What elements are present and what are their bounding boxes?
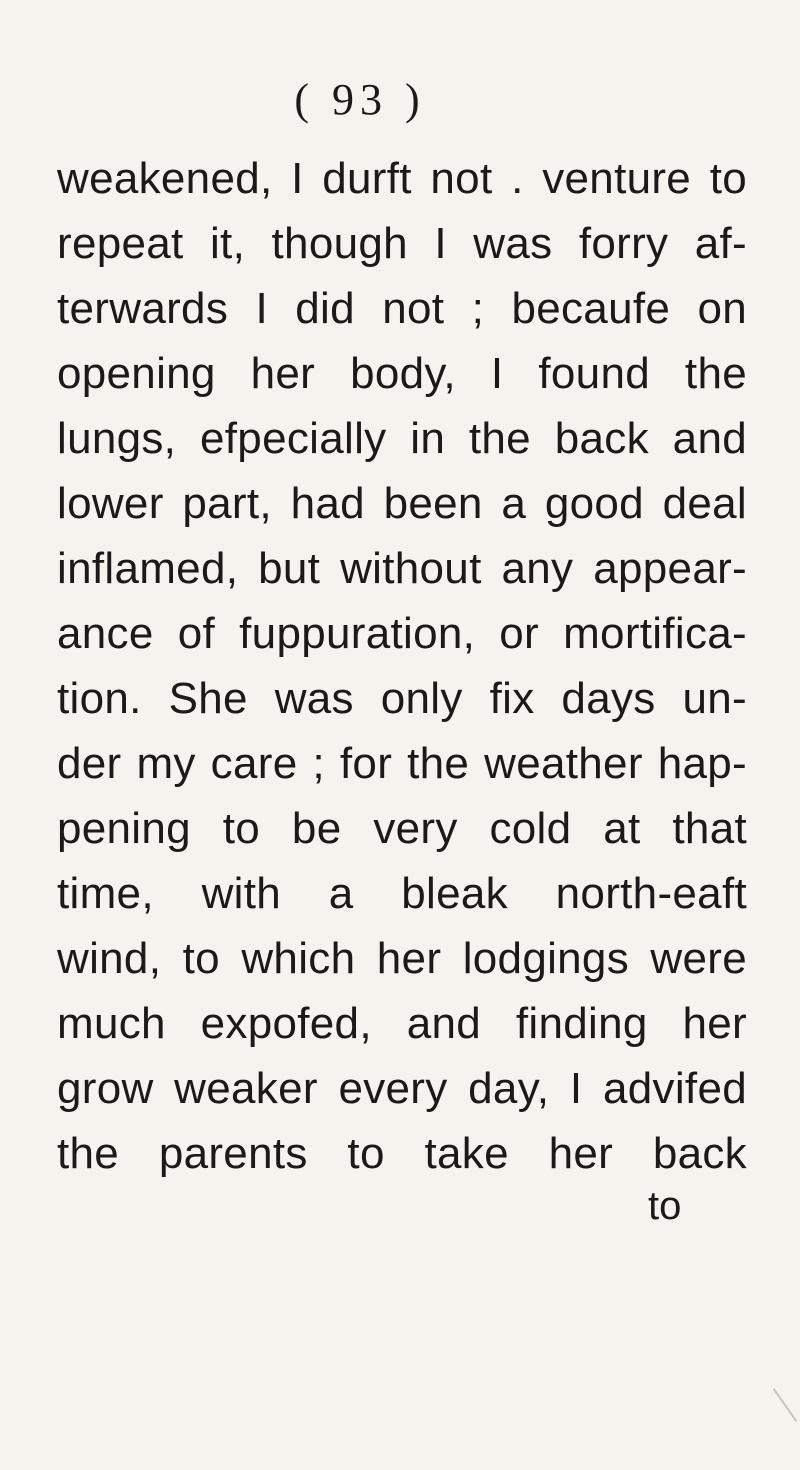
page-number: ( 93 ) <box>294 75 426 124</box>
text-line: much expofed, and finding her <box>57 999 747 1048</box>
text-line: the parents to take her back <box>57 1129 747 1178</box>
text-line: inflamed, but without any appear- <box>57 544 747 593</box>
text-line: wind, to which her lodgings were <box>57 934 747 983</box>
text-line: der my care ; for the weather hap- <box>57 739 747 788</box>
text-line: pening to be very cold at that <box>57 804 747 853</box>
text-line: tion. She was only fix days un- <box>57 674 747 723</box>
text-line: lower part, had been a good deal <box>57 479 747 528</box>
text-line: lungs, efpecially in the back and <box>57 414 747 463</box>
body-text <box>57 146 747 1186</box>
text-line: repeat it, though I was forry af- <box>57 219 747 268</box>
text-line: ance of fuppuration, or mortifica- <box>57 609 747 658</box>
text-line: opening her body, I found the <box>57 349 747 398</box>
page-edge-mark <box>773 1388 798 1422</box>
catchword: to <box>648 1184 682 1228</box>
text-line: time, with a bleak north-eaft <box>57 869 747 918</box>
text-line: terwards I did not ; becaufe on <box>57 284 747 333</box>
text-line: weakened, I durft not . venture to <box>57 154 747 203</box>
text-line: grow weaker every day, I advifed <box>57 1064 747 1113</box>
